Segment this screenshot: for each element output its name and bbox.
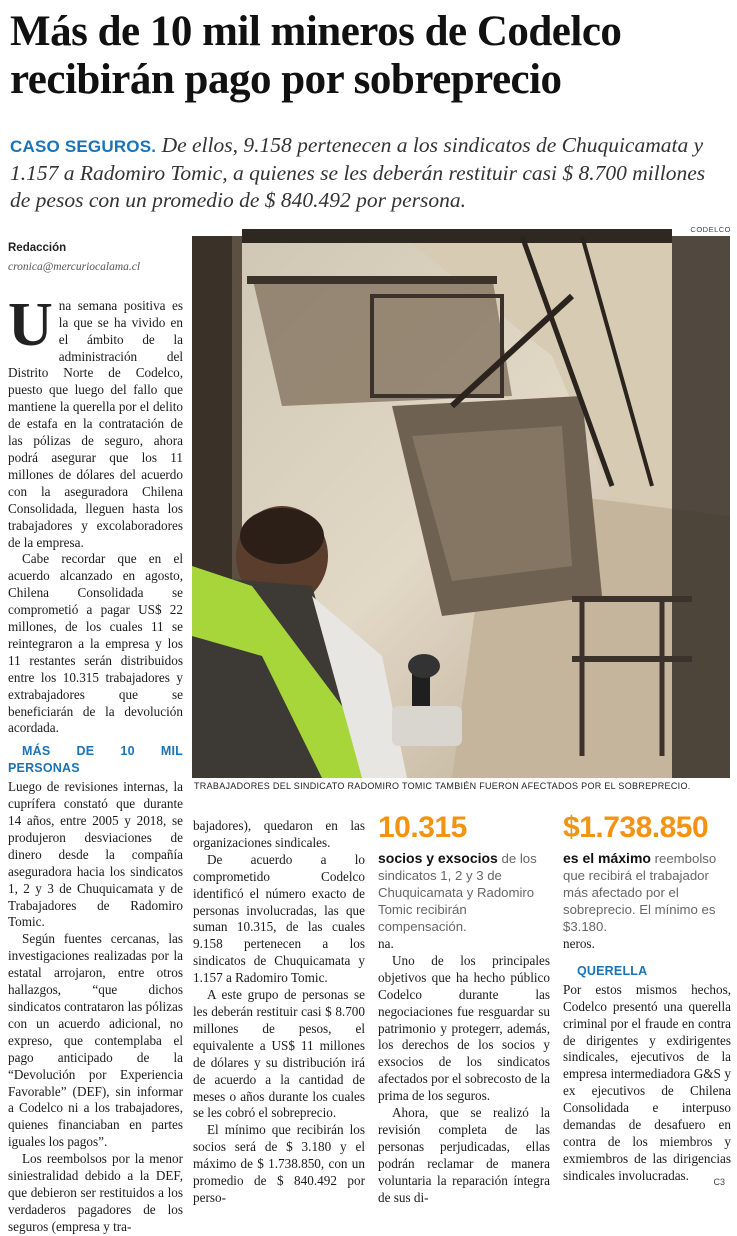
stat-text-socios: socios y exsocios de los sindicatos 1, 2 y 3 de Chuquicamata y Radomiro Tomic recibirán compensación. <box>378 850 537 934</box>
subhead-mas-de-10-mil: MÁS DE 10 MIL PERSONAS <box>8 744 183 776</box>
end-mark: C3 <box>713 1177 725 1187</box>
paragraph: Por estos mismos hechos, Codelco presentó una querella criminal por el fraude en contra de dirigentes y exdirigentes sindicales, ejecutivos de la empresa intermediadora G&S y ex ejecutivos de Chilena Consolidada e interpuso demandas de desafuero en contra de los miembros y exmiembros de las dirigencias sindicales involucradas. <box>563 981 731 1183</box>
paragraph: De acuerdo a lo comprometido Codelco identificó el número exacto de personas involucradas, las que suman 10.315, de las cuales 9.158 pertenecen a los sindicatos de Chuquicamata y 1.157 a Radomiro Tomic. <box>193 851 365 986</box>
paragraph: Cabe recordar que en el acuerdo alcanzado en agosto, Chilena Consolidada se comprometió a pagar US$ 22 millones, de los cuales 11 se reintegraron a la empresa y los 11 restantes serán distribuidos entre los 10.315 trabajadores y extrabajadores que se beneficiarán de la devolución acordada. <box>8 551 183 736</box>
paragraph: A este grupo de personas se les deberán restituir casi $ 8.700 millones de pesos, el equivalente a US$ 11 millones de dólares y su distribución irá de acuerdo a la cantidad de meses o años durante los cuales se les cobró el sobreprecio. <box>193 987 365 1121</box>
paragraph: bajadores), quedaron en las organizaciones sindicales. <box>193 818 365 850</box>
photo-credit: CODELCO <box>690 225 731 234</box>
deck-text: De ellos, 9.158 pertenecen a los sindicatos de Chuquicamata y 1.157 a Radomiro Tomic, a quienes se les deberán restituir casi $ 8.700 millones de pesos con un promedio de $ 840.492 por persona. <box>10 133 706 212</box>
column-1 <box>8 240 183 1236</box>
paragraph: Según fuentes cercanas, las investigaciones realizadas por la estatal arrojaron, entre otros hallazgos, “que dichos sindicatos contrataron las pólizas con un acuerdo adicional, no expreso, que contemplaba el pago anticipado de la “Devolución por Experiencia Favorable” (DEF), sin informar a Codelco ni a los trabajadores, quienes financiaban en partes iguales los pagos”. <box>8 931 183 1150</box>
paragraph: Una semana positiva es la que se ha vivido en el ámbito de la administración del Distrito Norte de Codelco, puesto que luego del fallo que mantiene la querella por el delito de estafa en la contratación de las pólizas de seguro, ahora podrá asegurar que los 11 millones de dólares del acuerdo con la aseguradora Chilena Consolidada, lleguen hasta los trabajadores y excolaboradores de la empresa. <box>8 290 183 550</box>
photo <box>192 236 730 778</box>
paragraph: neros. <box>563 936 595 951</box>
deck-kicker: CASO SEGUROS. <box>10 137 157 156</box>
column-2 <box>193 818 365 1207</box>
paragraph: Ahora, que se realizó la revisión completa de las personas perjudicadas, ellas podrán reclamar de manera voluntaria la reparación íntegra de sus di- <box>378 1105 550 1205</box>
paragraph: Luego de revisiones internas, la cuprífera constató que durante 14 años, entre 2005 y 2018, se produjeron desviaciones de dinero desde la compañía aseguradora hacia los sindicatos 1, 2 y 3 de Chuquicamata y de Trabajadores de Radomiro Tomic. <box>8 779 183 930</box>
photo-illustration <box>192 236 730 778</box>
stat-number-maximo: $1.738.850 <box>563 811 709 844</box>
paragraph: Los reembolsos por la menor siniestralidad debido a la DEF, que debieron ser restituidos a los verdaderos pagadores de los seguros (empresa y tra- <box>8 1151 183 1234</box>
stat-text-maximo: es el máximo reembolso que recibirá el trabajador más afectado por el sobreprecio. El mínimo es $3.180. <box>563 850 717 934</box>
stat-number-socios: 10.315 <box>378 811 467 844</box>
author-email: cronica@mercuriocalama.cl <box>8 260 141 273</box>
paragraph: na. <box>378 936 394 951</box>
photo-caption: TRABAJADORES DEL SINDICATO RADOMIRO TOMIC TAMBIÉN FUERON AFECTADOS POR EL SOBREPRECIO. <box>194 781 691 791</box>
paragraph: Uno de los principales objetivos que ha hecho público Codelco durante las negociaciones fue resguardar su patrimonio y protegerr, además, los derechos de los socios y exsocios de los sindicatos afectados por el sobrecosto de la prima de los seguros. <box>378 952 550 1104</box>
dropcap: U <box>8 290 53 359</box>
author-name: Redacción <box>8 242 67 254</box>
headline: Más de 10 mil mineros de Codelco recibirán pago por sobreprecio <box>10 8 622 103</box>
deck <box>10 132 730 214</box>
column-3 <box>378 936 550 1207</box>
subhead-querella: QUERELLA <box>577 963 648 978</box>
paragraph: El mínimo que recibirán los socios será de $ 3.180 y el máximo de $ 1.738.850, con un promedio de $ 840.492 por perso- <box>193 1122 365 1205</box>
column-4 <box>563 936 731 1185</box>
